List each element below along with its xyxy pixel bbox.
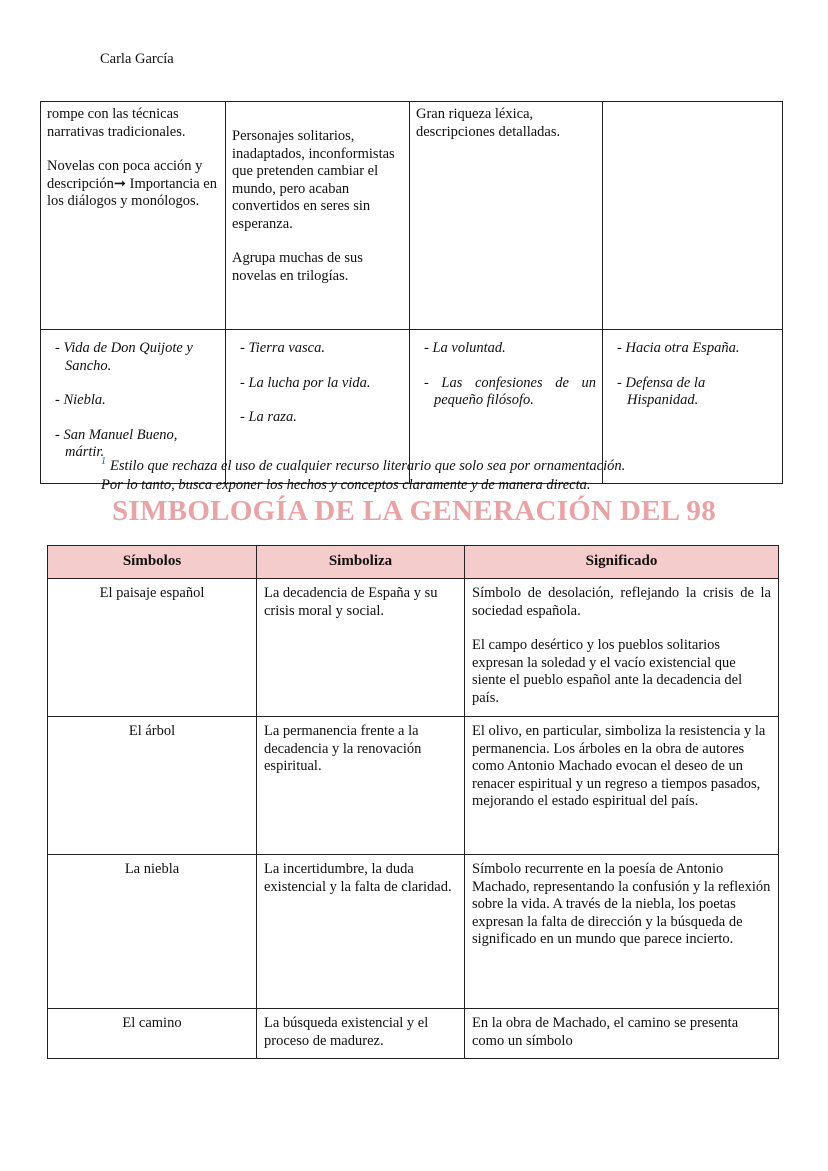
work-item: - Las confesiones de un pequeño filósofo. bbox=[416, 375, 596, 410]
cell-text: Gran riqueza léxica, descripciones detalladas. bbox=[416, 106, 561, 140]
cell-text: Personajes solitarios, inadaptados, inconformistas que pretenden cambiar el mundo, pero acaban convertidos en seres sin esperanza. bbox=[232, 128, 395, 232]
work-item: - Defensa de la Hispanidad. bbox=[609, 375, 776, 410]
cell-text: El campo desértico y los pueblos solitarios expresan la soledad y el vacío existencial que siente el pueblo español ante la decadencia del país. bbox=[472, 637, 743, 706]
work-item: - Vida de Don Quijote y Sancho. bbox=[47, 340, 219, 375]
symbol-cell: El árbol bbox=[48, 717, 257, 855]
significance-cell bbox=[465, 579, 779, 717]
symbols-table bbox=[47, 545, 779, 1059]
table-cell bbox=[226, 102, 410, 330]
footnote-mark: 1 bbox=[101, 456, 106, 467]
work-item: - Tierra vasca. bbox=[232, 340, 403, 358]
meaning-cell: La decadencia de España y su crisis moral y social. bbox=[257, 579, 465, 717]
column-header: Símbolos bbox=[48, 546, 257, 579]
table-header-row bbox=[48, 546, 779, 579]
section-title: SIMBOLOGÍA DE LA GENERACIÓN DEL 98 bbox=[111, 495, 717, 527]
cell-text: Novelas con poca acción y descripción➞ Importancia en los diálogos y monólogos. bbox=[47, 158, 217, 209]
meaning-cell: La permanencia frente a la decadencia y la renovación espiritual. bbox=[257, 717, 465, 855]
table-cell bbox=[603, 102, 783, 330]
work-item: - La voluntad. bbox=[416, 340, 596, 358]
work-item: - San Manuel Bueno, mártir. bbox=[47, 427, 219, 462]
column-header: Significado bbox=[465, 546, 779, 579]
cell-text: rompe con las técnicas narrativas tradicionales. bbox=[47, 106, 186, 140]
table-row bbox=[41, 102, 783, 330]
work-item: - La raza. bbox=[232, 409, 403, 427]
work-item: - La lucha por la vida. bbox=[232, 375, 403, 393]
works-cell bbox=[603, 330, 783, 484]
author-name: Carla García bbox=[100, 51, 174, 67]
symbol-cell: El paisaje español bbox=[48, 579, 257, 717]
table-row bbox=[48, 1009, 779, 1059]
cell-text: Agrupa muchas de sus novelas en trilogías. bbox=[232, 250, 363, 284]
meaning-cell: La búsqueda existencial y el proceso de madurez. bbox=[257, 1009, 465, 1059]
footnote bbox=[101, 452, 625, 495]
table-cell bbox=[410, 102, 603, 330]
significance-cell: En la obra de Machado, el camino se presenta como un símbolo bbox=[465, 1009, 779, 1059]
work-item: - Hacia otra España. bbox=[609, 340, 776, 358]
significance-cell: El olivo, en particular, simboliza la resistencia y la permanencia. Los árboles en la obra de autores como Antonio Machado evocan el deseo de un renacer espiritual y un regreso a tiempos pasados, mejorando el estado espiritual del país. bbox=[465, 717, 779, 855]
table-cell bbox=[41, 102, 226, 330]
footnote-line: Estilo que rechaza el uso de cualquier recurso literario que solo sea por ornamentación. bbox=[110, 457, 626, 474]
symbol-cell: La niebla bbox=[48, 855, 257, 1009]
authors-table bbox=[40, 101, 783, 484]
symbol-cell: El camino bbox=[48, 1009, 257, 1059]
column-header: Simboliza bbox=[257, 546, 465, 579]
table-row bbox=[48, 855, 779, 1009]
meaning-cell: La incertidumbre, la duda existencial y la falta de claridad. bbox=[257, 855, 465, 1009]
significance-cell: Símbolo recurrente en la poesía de Antonio Machado, representando la confusión y la reflexión sobre la vida. A través de la niebla, los poetas expresan la falta de dirección y la búsqueda de significado en un mundo que parece incierto. bbox=[465, 855, 779, 1009]
table-row bbox=[48, 717, 779, 855]
cell-text: Símbolo de desolación, reflejando la crisis de la sociedad española. bbox=[472, 585, 771, 619]
work-item: - Niebla. bbox=[47, 392, 219, 410]
footnote-line: Por lo tanto, busca exponer los hechos y conceptos claramente y de manera directa. bbox=[101, 476, 591, 493]
table-row bbox=[48, 579, 779, 717]
